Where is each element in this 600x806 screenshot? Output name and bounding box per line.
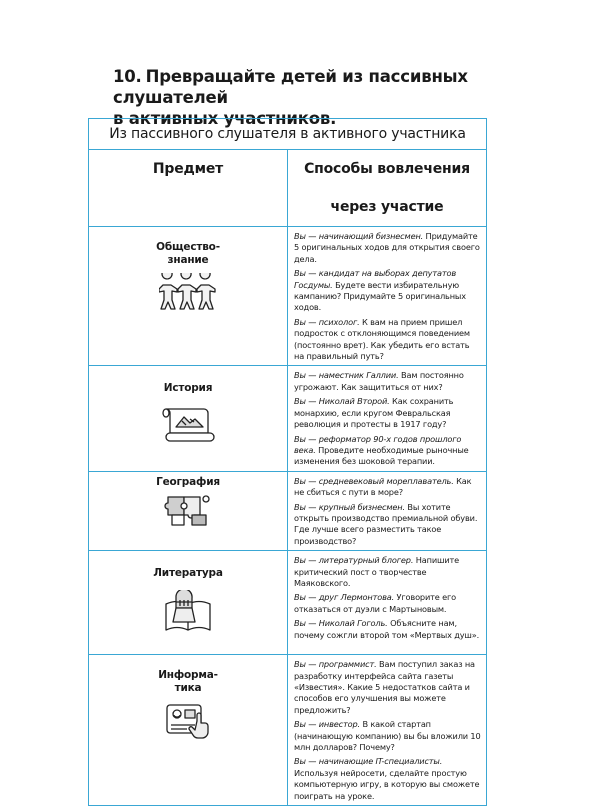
task-text: Вам постоянно угрожают. Как защититься от них? xyxy=(294,370,464,392)
task-text: В какой стартап (начинающую компанию) вы бы вложили 10 млн долларов? Почему? xyxy=(294,719,481,752)
table-row xyxy=(89,366,487,471)
map-puzzle-icon xyxy=(162,491,214,529)
role-text: Вы — начинающие IT-специалисты. xyxy=(294,756,443,767)
task-text: Объясните нам, почему сожгли второй том «Мертвых душ». xyxy=(294,618,480,640)
subject-cell xyxy=(89,366,288,471)
task-text: Как сохранить монархию, если кругом Февральская революция и протесты в 1917 году? xyxy=(294,396,454,430)
subject-label: История xyxy=(163,382,213,395)
book-knight-icon xyxy=(162,590,214,634)
role-text: Вы — крупный бизнесмен. xyxy=(294,501,405,512)
heading-line-1 xyxy=(113,66,513,108)
subject-label-line: тика xyxy=(174,682,202,695)
list-item xyxy=(294,476,481,499)
heading-number: 10. xyxy=(113,67,142,86)
heading-line-2: в активных участников. xyxy=(113,109,337,128)
table-caption: Из пассивного слушателя в активного участника xyxy=(89,119,487,150)
subject-label-line: знание xyxy=(167,254,209,266)
list-item xyxy=(294,434,481,468)
task-text: Вы хотите открыть производство премиальной обуви. Где лучше всего разместить такое производство? xyxy=(294,501,478,546)
task-text: Уговорите его отказаться от дуэли с Мартыновым. xyxy=(294,592,457,614)
subject-label xyxy=(89,655,287,695)
task-text: Придумайте 5 оригинальных ходов для открытия своего дела. xyxy=(294,231,480,264)
list-item xyxy=(294,370,481,393)
role-text: Вы — литературный блогер. xyxy=(294,555,414,566)
role-text: Вы — Николай Второй. xyxy=(294,396,390,407)
subject-cell xyxy=(89,227,288,366)
methods-cell xyxy=(288,655,487,806)
subject-cell xyxy=(89,551,288,655)
subject-label-line: Общество- xyxy=(156,241,220,253)
list-item xyxy=(294,618,481,641)
table-row xyxy=(89,551,487,655)
role-text: Вы — друг Лермонтова. xyxy=(294,592,395,603)
task-text: К вам на прием пришел подросток с отклоняющимся поведением (постоянно врет). Как убедить его встать на правильный путь? xyxy=(294,316,470,362)
list-item xyxy=(294,268,481,314)
role-text: Вы — программист. xyxy=(294,659,377,670)
list-item xyxy=(294,659,481,716)
task-text: Используя нейросети, сделайте простую компьютерную игру, в которую вы сможете поиграть на уроке. xyxy=(294,767,480,801)
list-item xyxy=(294,756,481,802)
methods-cell xyxy=(288,471,487,550)
column-header-methods: Способы вовлечения через участие xyxy=(288,150,487,227)
methods-cell xyxy=(288,551,487,655)
subject-label: География xyxy=(156,475,220,488)
role-text: Вы — кандидат на выборах депутатов Госдумы. xyxy=(294,268,456,290)
list-item xyxy=(294,592,481,615)
subject-label-line: Информа- xyxy=(158,669,218,682)
touchscreen-icon xyxy=(163,701,213,741)
methods-cell xyxy=(288,227,487,366)
task-text: Напишите критический пост о творчестве Маяковского. xyxy=(294,555,460,588)
subject-label: Литература xyxy=(153,567,223,580)
heading-text-1: Превращайте детей из пассивных слушателей xyxy=(113,67,468,107)
task-text: Проведите необходимые рыночные изменения без шоковой терапии. xyxy=(294,444,469,467)
scroll-map-icon xyxy=(160,401,216,445)
list-item xyxy=(294,317,481,363)
task-text: Вам поступил заказ на разработку интерфейса сайта газеты «Известия». Какие 5 недостатков сайта и способов его улучшения вы можете предложить? xyxy=(294,659,475,715)
role-text: Вы — Николай Гоголь. xyxy=(294,618,388,629)
column-header-subject: Предмет xyxy=(89,150,288,227)
table-row xyxy=(89,227,487,366)
role-text: Вы — средневековый мореплаватель. xyxy=(294,475,454,486)
role-text: Вы — начинающий бизнесмен. xyxy=(294,231,424,241)
table-row xyxy=(89,655,487,806)
subject-cell xyxy=(89,655,288,806)
role-text: Вы — психолог. xyxy=(294,316,360,327)
list-item xyxy=(294,502,481,548)
methods-cell xyxy=(288,366,487,471)
list-item xyxy=(294,555,481,589)
role-text: Вы — наместник Галлии. xyxy=(294,370,399,381)
task-text: Будете вести избирательную кампанию? Придумайте 5 оригинальных ходов. xyxy=(294,279,466,313)
role-text: Вы — инвестор. xyxy=(294,719,360,730)
paper-people-icon xyxy=(159,273,217,313)
list-item xyxy=(294,719,481,753)
engagement-table xyxy=(88,118,487,806)
subject-label xyxy=(89,227,287,267)
list-item xyxy=(294,396,481,430)
list-item xyxy=(294,231,481,265)
role-text: Вы — реформатор 90-х годов прошлого века. xyxy=(294,433,462,455)
table-row xyxy=(89,471,487,550)
task-text: Как не сбиться с пути в море? xyxy=(294,475,472,498)
subject-cell xyxy=(89,471,288,550)
